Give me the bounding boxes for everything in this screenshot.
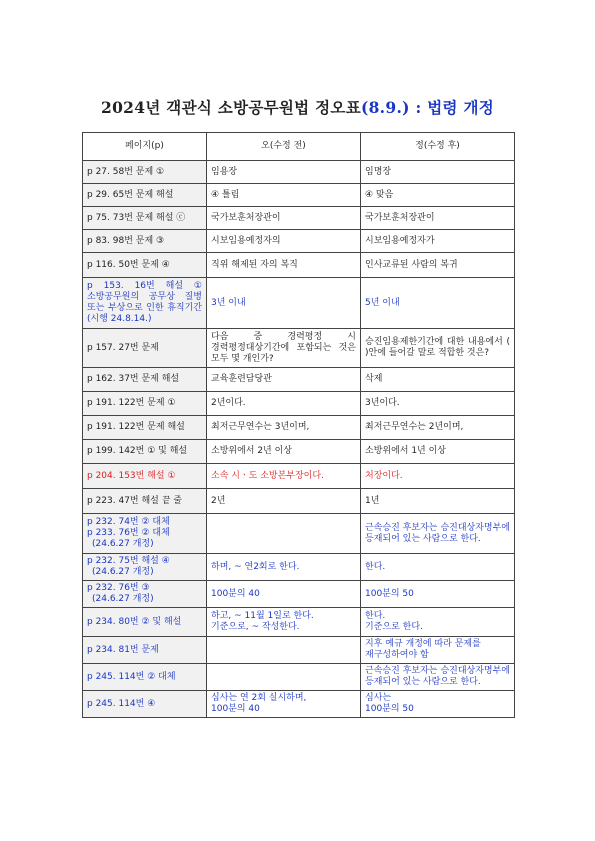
cell-page-text: p 232. 74번 ② 대체 bbox=[87, 517, 170, 527]
cell-page-text: p 233. 76번 ② 대체 bbox=[87, 528, 170, 538]
header-page: 페이지(p) bbox=[83, 133, 207, 161]
title-main: 2024년 객관식 소방공무원법 정오표 bbox=[100, 98, 361, 117]
cell-before bbox=[207, 581, 361, 608]
cell-page bbox=[83, 161, 207, 184]
cell-before-text: 기준으로, ~ 작성한다. bbox=[211, 622, 300, 632]
cell-page-text: (24.6.27 개정) bbox=[92, 567, 154, 577]
cell-before-text: 소속 시ㆍ도 소방본부장이다. bbox=[211, 470, 324, 481]
cell-after-text: 소방위에서 1년 이상 bbox=[365, 446, 447, 456]
cell-page-text: p 153. 16번 해설 ① 소방공무원의 공무상 질병 또는 부상으로 인한 휴직기간(시행 24.8.14.) bbox=[87, 281, 202, 324]
cell-page-text: (24.6.27 개정) bbox=[92, 539, 154, 549]
table-row bbox=[83, 184, 515, 207]
table-row bbox=[83, 608, 515, 637]
cell-after-text: 처장이다. bbox=[365, 470, 403, 481]
cell-after-text: 근속승진 후보자는 승진대상자명부에 등재되어 있는 사람으로 한다. bbox=[365, 666, 510, 687]
cell-before bbox=[207, 207, 361, 230]
cell-after-text: 인사교류된 사람의 복귀 bbox=[365, 259, 458, 270]
cell-after-text: 5년 이내 bbox=[365, 297, 400, 308]
cell-before-text: 최저근무연수는 3년이며, bbox=[211, 422, 310, 432]
cell-after-text: 최저근무연수는 2년이며, bbox=[365, 422, 464, 432]
cell-before bbox=[207, 253, 361, 278]
cell-page-text: p 245. 114번 ② 대체 bbox=[87, 671, 176, 682]
cell-before-text: 2년 bbox=[211, 495, 226, 506]
cell-after bbox=[361, 392, 515, 416]
cell-page bbox=[83, 329, 207, 368]
cell-before bbox=[207, 691, 361, 718]
cell-before-text: 직위 해제된 자의 복직 bbox=[211, 259, 298, 270]
cell-after bbox=[361, 440, 515, 464]
cell-after bbox=[361, 637, 515, 664]
cell-before bbox=[207, 161, 361, 184]
cell-after bbox=[361, 691, 515, 718]
table-row bbox=[83, 253, 515, 278]
table-row bbox=[83, 368, 515, 392]
table-row bbox=[83, 329, 515, 368]
cell-page-text: p 223. 47번 해설 끝 줄 bbox=[87, 495, 182, 506]
table-header-row bbox=[83, 133, 515, 161]
header-after: 정(수정 후) bbox=[361, 133, 515, 161]
cell-after bbox=[361, 554, 515, 581]
cell-before bbox=[207, 464, 361, 489]
cell-after-text: ④ 맞음 bbox=[365, 189, 394, 200]
table-row bbox=[83, 554, 515, 581]
cell-after-text: 3년이다. bbox=[365, 398, 400, 408]
cell-after-text: 1년 bbox=[365, 495, 380, 506]
cell-before bbox=[207, 637, 361, 664]
cell-after bbox=[361, 253, 515, 278]
cell-before-text: 하고, ~ 11월 1일로 한다. bbox=[211, 611, 314, 621]
table-row bbox=[83, 489, 515, 514]
cell-before-text: 시보임용예정자의 bbox=[211, 235, 281, 246]
cell-page-text: p 27. 58번 문제 ① bbox=[87, 166, 165, 177]
cell-after bbox=[361, 368, 515, 392]
table-row bbox=[83, 637, 515, 664]
cell-after bbox=[361, 581, 515, 608]
table-row bbox=[83, 161, 515, 184]
cell-after bbox=[361, 608, 515, 637]
table-row bbox=[83, 464, 515, 489]
cell-before bbox=[207, 278, 361, 329]
cell-after bbox=[361, 161, 515, 184]
cell-before bbox=[207, 392, 361, 416]
cell-page-text: p 191. 122번 문제 ① bbox=[87, 398, 176, 408]
cell-before bbox=[207, 184, 361, 207]
table-row bbox=[83, 230, 515, 253]
cell-before-text: 심사는 연 2회 실시하며, bbox=[211, 693, 307, 703]
table-row bbox=[83, 416, 515, 440]
cell-page bbox=[83, 184, 207, 207]
cell-page-text: p 234. 81번 문제 bbox=[87, 644, 159, 655]
cell-after-text: 임명장 bbox=[365, 166, 392, 177]
cell-page-text: p 234. 80번 ② 및 해설 bbox=[87, 616, 182, 627]
cell-before bbox=[207, 489, 361, 514]
cell-before bbox=[207, 230, 361, 253]
cell-after-text: 시보임용예정자가 bbox=[365, 235, 435, 246]
cell-page bbox=[83, 392, 207, 416]
page-title bbox=[0, 96, 595, 118]
cell-before-text: 다음 중 경력평정 시 경력평정대상기간에 포함되는 것은 모두 몇 개인가? bbox=[211, 331, 356, 364]
cell-page-text: p 29. 65번 문제 해설 bbox=[87, 189, 174, 200]
cell-after bbox=[361, 207, 515, 230]
cell-page-text: p 83. 98번 문제 ③ bbox=[87, 235, 165, 246]
cell-page-text: p 204. 153번 해설 ① bbox=[87, 470, 176, 481]
cell-before-text: 100분의 40 bbox=[211, 588, 260, 599]
cell-page-text: p 162. 37번 문제 해설 bbox=[87, 374, 180, 384]
cell-before-text: 100분의 40 bbox=[211, 704, 260, 714]
cell-page bbox=[83, 581, 207, 608]
cell-before bbox=[207, 329, 361, 368]
table-body bbox=[83, 161, 515, 718]
cell-page bbox=[83, 554, 207, 581]
cell-after bbox=[361, 230, 515, 253]
cell-page bbox=[83, 691, 207, 718]
cell-after-text: 기준으로 한다. bbox=[365, 622, 423, 632]
cell-before-text: 소방위에서 2년 이상 bbox=[211, 446, 293, 456]
table-row bbox=[83, 514, 515, 554]
table-row bbox=[83, 392, 515, 416]
cell-before bbox=[207, 664, 361, 691]
cell-before bbox=[207, 554, 361, 581]
cell-page-text: p 75. 73번 문제 해설 ⓒ bbox=[87, 212, 186, 223]
cell-after-text: 삭제 bbox=[365, 374, 383, 384]
cell-page bbox=[83, 440, 207, 464]
cell-after bbox=[361, 664, 515, 691]
cell-before bbox=[207, 416, 361, 440]
cell-page-text: p 245. 114번 ④ bbox=[87, 698, 156, 709]
cell-page bbox=[83, 278, 207, 329]
cell-page bbox=[83, 608, 207, 637]
cell-page bbox=[83, 637, 207, 664]
cell-before bbox=[207, 368, 361, 392]
cell-page bbox=[83, 416, 207, 440]
cell-page bbox=[83, 207, 207, 230]
cell-page bbox=[83, 514, 207, 554]
cell-page bbox=[83, 664, 207, 691]
cell-after-text: 심사는 bbox=[365, 693, 392, 703]
cell-page-text: p 157. 27번 문제 bbox=[87, 342, 159, 353]
cell-after bbox=[361, 416, 515, 440]
cell-after bbox=[361, 489, 515, 514]
cell-page bbox=[83, 489, 207, 514]
cell-page bbox=[83, 253, 207, 278]
table-row bbox=[83, 691, 515, 718]
cell-before-text: 2년이다. bbox=[211, 398, 246, 408]
cell-before-text: 임용장 bbox=[211, 166, 238, 177]
cell-after-text: 지후 예규 개정에 따라 문제를 bbox=[365, 639, 481, 649]
cell-after bbox=[361, 278, 515, 329]
header-before: 오(수정 전) bbox=[207, 133, 361, 161]
title-sub: (8.9.) : 법령 개정 bbox=[360, 98, 495, 117]
table-row bbox=[83, 664, 515, 691]
table-row bbox=[83, 278, 515, 329]
cell-after bbox=[361, 464, 515, 489]
cell-after bbox=[361, 514, 515, 554]
cell-page bbox=[83, 368, 207, 392]
table-row bbox=[83, 440, 515, 464]
table-row bbox=[83, 207, 515, 230]
cell-before-text: 하며, ~ 연2회로 한다. bbox=[211, 561, 300, 572]
cell-after-text: 승진임용제한기간에 대한 내용에서 ( )안에 들어갈 말로 적합한 것은? bbox=[365, 337, 510, 358]
cell-after-text: 재구성하여야 함 bbox=[365, 650, 429, 660]
cell-before bbox=[207, 608, 361, 637]
cell-after bbox=[361, 184, 515, 207]
cell-before-text: ④ 틀림 bbox=[211, 189, 240, 200]
cell-page-text: p 232. 75번 해설 ④ bbox=[87, 556, 170, 566]
cell-before-text: 교육훈련담당관 bbox=[211, 374, 272, 384]
cell-page-text: p 199. 142번 ① 및 해설 bbox=[87, 446, 188, 456]
cell-after-text: 한다. bbox=[365, 611, 386, 621]
cell-page bbox=[83, 230, 207, 253]
cell-after-text: 100분의 50 bbox=[365, 588, 414, 599]
cell-page bbox=[83, 464, 207, 489]
cell-before-text: 3년 이내 bbox=[211, 297, 246, 308]
cell-before-text: 국가보훈처장관이 bbox=[211, 212, 281, 223]
cell-before bbox=[207, 440, 361, 464]
cell-page-text: p 232. 76번 ③ bbox=[87, 583, 150, 593]
cell-after bbox=[361, 329, 515, 368]
cell-after-text: 한다. bbox=[365, 561, 386, 572]
cell-page-text: (24.6.27 개정) bbox=[92, 594, 154, 604]
errata-table bbox=[82, 132, 515, 718]
cell-after-text: 근속승진 후보자는 승진대상자명부에 등재되어 있는 사람으로 한다. bbox=[365, 522, 510, 544]
cell-after-text: 국가보훈처장관이 bbox=[365, 212, 435, 223]
cell-page-text: p 116. 50번 문제 ④ bbox=[87, 259, 170, 270]
cell-after-text: 100분의 50 bbox=[365, 704, 414, 714]
table-row bbox=[83, 581, 515, 608]
cell-page-text: p 191. 122번 문제 해설 bbox=[87, 422, 185, 432]
cell-before bbox=[207, 514, 361, 554]
